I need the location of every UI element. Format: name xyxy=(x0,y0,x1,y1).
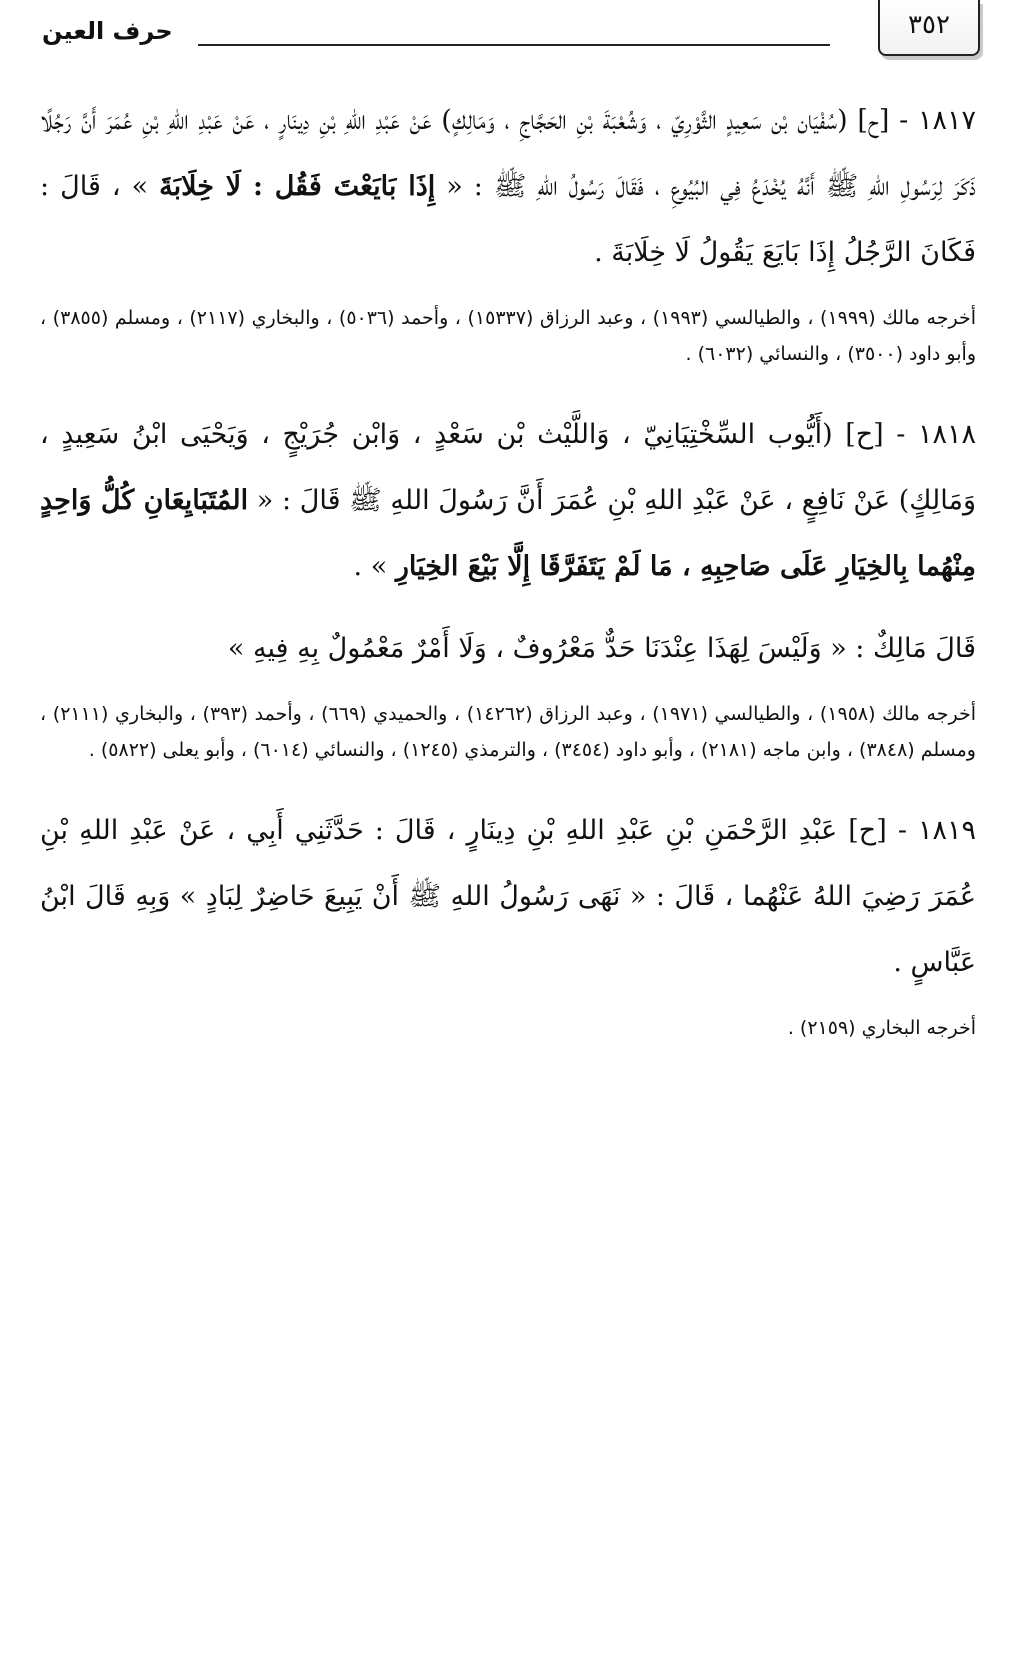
malik-comment: قَالَ مَالِكٌ : « وَلَيْسَ لِهَذَا عِنْدَنَا حَدٌّ مَعْرُوفٌ ، وَلَا أَمْرٌ مَعْمُولٌ بِهِ فِيهِ » xyxy=(227,633,976,664)
hadith-number: ١٨١٩ xyxy=(917,815,976,846)
hadith-number: ١٨١٨ xyxy=(917,419,976,450)
takhrij-footnote: أخرجه مالك (١٩٥٨) ، والطيالسي (١٩٧١) ، وعبد الرزاق (١٤٢٦٢) ، والحميدي (٦٦٩) ، وأحمد (٣٩٣) ، والبخاري (٢١١١) ، ومسلم (٣٨٤٨) ، وابن ماجه (٢١٨١) ، وأبو داود (٣٤٥٤) ، والترمذي (١٢٤٥) ، والنسائي (٦٠١٤) ، وأبو يعلى (٥٨٢٢) . xyxy=(40,703,976,761)
hadith-number: ١٨١٧ xyxy=(917,105,976,136)
hadith-text: ١٨١٩ - [ح] عَبْدِ الرَّحْمَنِ بْنِ عَبْدِ اللهِ بْنِ دِينَارٍ ، قَالَ : حَدَّثَنِي أَبِي ، عَنْ عَبْدِ اللهِ بْنِ عُمَرَ رَضِيَ اللهُ عَنْهُما ، قَالَ : « نَهَى رَسُولُ اللهِ ﷺ أَنْ يَبِيعَ حَاضِرٌ لِبَادٍ » وَبِهِ قَالَ ابْنُ عَبَّاسٍ . xyxy=(40,815,976,978)
prophetic-saying: إِذَا بَايَعْتَ فَقُل : لَا خِلَابَةَ xyxy=(159,171,436,202)
page-header xyxy=(30,0,980,64)
chapter-title: حرف العين xyxy=(42,17,173,45)
header-rule xyxy=(198,44,830,46)
takhrij-footnote: أخرجه البخاري (٢١٥٩) . xyxy=(787,1017,976,1039)
hadith-entry-1819 xyxy=(40,798,976,1046)
hadith-text: ١٨١٨ - [ح] (أَيُّوب السِّخْتِيَانِيّ ، وَاللَّيْث بْن سَعْدٍ ، وَابْن جُرَيْجٍ ، وَيَحْيَى ابْنُ سَعِيدٍ ، وَمَالِكٍ) عَنْ نَافِعٍ ، عَنْ عَبْدِ اللهِ بْنِ عُمَرَ أَنَّ رَسُولَ اللهِ ﷺ قَالَ : « المُتَبَايِعَانِ كُلُّ وَاحِدٍ مِنْهُما بِالخِيَارِ عَلَى صَاحِبِهِ ، مَا لَمْ يَتَفَرَّقَا إِلَّا بَيْعَ الخِيَارِ » . xyxy=(40,419,976,582)
hadith-text: ١٨١٧ - [ح] (سُفْيَان بْن سَعِيدٍ الثَّوْرِيّ ، وَشُعْبَةَ بْنِ الحَجَّاجِ ، وَمَالِكٍ) عَنْ عَبْدِ اللهِ بْنِ دِينَارٍ ، عَنْ عَبْدِ اللهِ بْنِ عُمَرَ أَنَّ رَجُلًا ذَكَرَ لِرَسُولِ اللهِ ﷺ أَنَّهُ يُخْدَعُ فِي البُيُوعِ ، فَقَالَ رَسُولُ اللهِ ﷺ : « إِذَا بَايَعْتَ فَقُل : لَا خِلَابَةَ » ، قَالَ : فَكَانَ الرَّجُلُ إِذَا بَايَعَ يَقُولُ لَا خِلَابَةَ . xyxy=(40,105,976,268)
page-number: ٣٥٢ xyxy=(878,0,980,56)
hadith-entry-1818 xyxy=(40,402,976,768)
prophetic-saying: المُتَبَايِعَانِ كُلُّ وَاحِدٍ مِنْهُما بِالخِيَارِ عَلَى صَاحِبِهِ ، مَا لَمْ يَتَفَرَّقَا إِلَّا بَيْعَ الخِيَارِ xyxy=(40,485,976,582)
page-content xyxy=(40,88,976,1076)
hadith-entry-1817 xyxy=(40,88,976,372)
takhrij-footnote: أخرجه مالك (١٩٩٩) ، والطيالسي (١٩٩٣) ، وعبد الرزاق (١٥٣٣٧) ، وأحمد (٥٠٣٦) ، والبخاري (٢١١٧) ، ومسلم (٣٨٥٥) ، وأبو داود (٣٥٠٠) ، والنسائي (٦٠٣٢) . xyxy=(40,307,976,365)
